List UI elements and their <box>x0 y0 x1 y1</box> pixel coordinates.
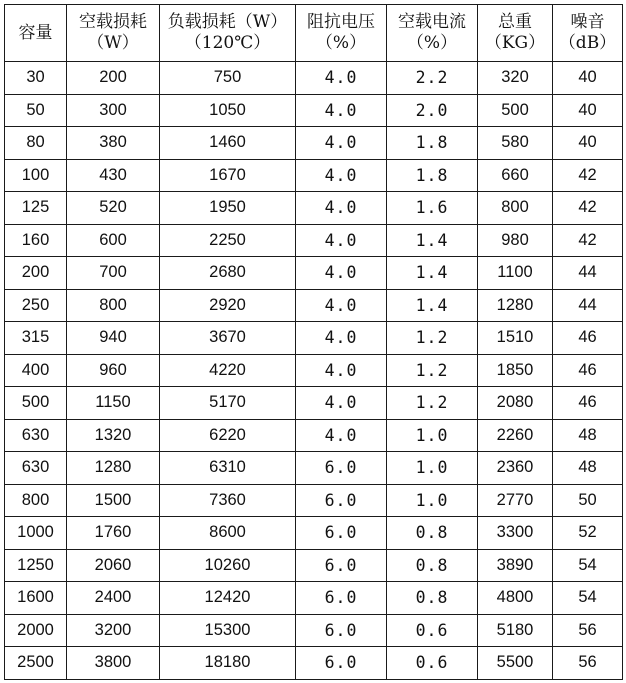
cell-impedance-voltage: 6.0 <box>296 614 387 647</box>
cell-no-load-loss: 960 <box>67 354 160 387</box>
cell-load-loss: 1460 <box>160 127 296 160</box>
table-row <box>5 159 623 192</box>
cell-capacity: 125 <box>5 192 67 225</box>
cell-impedance-voltage: 6.0 <box>296 549 387 582</box>
table-body <box>5 62 623 680</box>
cell-load-loss: 5170 <box>160 387 296 420</box>
cell-impedance-voltage: 4.0 <box>296 289 387 322</box>
cell-no-load-current: 1.0 <box>387 484 478 517</box>
header-noise-unit: （dB） <box>558 33 617 53</box>
header-impedance-voltage-unit: （%） <box>315 33 367 53</box>
cell-no-load-loss: 1150 <box>67 387 160 420</box>
header-impedance-voltage <box>296 5 387 62</box>
cell-load-loss: 2920 <box>160 289 296 322</box>
header-no-load-current <box>387 5 478 62</box>
header-no-load-loss-label: 空载损耗 <box>79 12 147 32</box>
cell-no-load-current: 1.4 <box>387 257 478 290</box>
cell-noise: 42 <box>553 159 623 192</box>
header-no-load-loss-unit: （W） <box>87 33 139 53</box>
cell-load-loss: 6310 <box>160 452 296 485</box>
cell-total-weight: 2080 <box>478 387 553 420</box>
cell-capacity: 630 <box>5 452 67 485</box>
cell-total-weight: 800 <box>478 192 553 225</box>
cell-no-load-current: 0.6 <box>387 647 478 680</box>
header-load-loss <box>160 5 296 62</box>
cell-noise: 54 <box>553 549 623 582</box>
cell-noise: 42 <box>553 192 623 225</box>
cell-load-loss: 4220 <box>160 354 296 387</box>
cell-noise: 48 <box>553 419 623 452</box>
header-no-load-loss <box>67 5 160 62</box>
cell-noise: 40 <box>553 94 623 127</box>
header-capacity-label: 容量 <box>18 22 53 43</box>
header-noise <box>553 5 623 62</box>
table-row <box>5 192 623 225</box>
cell-no-load-loss: 800 <box>67 289 160 322</box>
cell-no-load-current: 0.8 <box>387 549 478 582</box>
table-row <box>5 322 623 355</box>
cell-noise: 50 <box>553 484 623 517</box>
cell-total-weight: 1850 <box>478 354 553 387</box>
table-row <box>5 257 623 290</box>
cell-noise: 56 <box>553 614 623 647</box>
cell-no-load-current: 1.2 <box>387 387 478 420</box>
table-row <box>5 387 623 420</box>
header-no-load-current-unit: （%） <box>406 33 458 53</box>
cell-no-load-current: 1.4 <box>387 224 478 257</box>
cell-total-weight: 1510 <box>478 322 553 355</box>
table-row <box>5 549 623 582</box>
cell-impedance-voltage: 6.0 <box>296 484 387 517</box>
cell-noise: 56 <box>553 647 623 680</box>
cell-total-weight: 500 <box>478 94 553 127</box>
cell-capacity: 100 <box>5 159 67 192</box>
cell-capacity: 500 <box>5 387 67 420</box>
header-impedance-voltage-label: 阻抗电压 <box>307 12 375 32</box>
cell-capacity: 1000 <box>5 517 67 550</box>
cell-no-load-loss: 2400 <box>67 582 160 615</box>
cell-load-loss: 8600 <box>160 517 296 550</box>
table-header <box>5 5 623 62</box>
cell-no-load-current: 0.6 <box>387 614 478 647</box>
header-total-weight <box>478 5 553 62</box>
cell-no-load-current: 1.2 <box>387 354 478 387</box>
cell-total-weight: 3890 <box>478 549 553 582</box>
table-row <box>5 614 623 647</box>
cell-total-weight: 2770 <box>478 484 553 517</box>
cell-impedance-voltage: 4.0 <box>296 257 387 290</box>
cell-noise: 44 <box>553 289 623 322</box>
header-row <box>5 5 623 62</box>
cell-capacity: 400 <box>5 354 67 387</box>
table-row <box>5 354 623 387</box>
cell-impedance-voltage: 4.0 <box>296 354 387 387</box>
cell-total-weight: 1100 <box>478 257 553 290</box>
cell-load-loss: 10260 <box>160 549 296 582</box>
cell-total-weight: 2260 <box>478 419 553 452</box>
header-capacity <box>5 5 67 62</box>
cell-no-load-loss: 940 <box>67 322 160 355</box>
cell-total-weight: 5180 <box>478 614 553 647</box>
spec-table <box>4 4 623 680</box>
cell-noise: 40 <box>553 127 623 160</box>
cell-no-load-loss: 3800 <box>67 647 160 680</box>
cell-no-load-current: 1.8 <box>387 127 478 160</box>
cell-capacity: 50 <box>5 94 67 127</box>
cell-impedance-voltage: 4.0 <box>296 62 387 95</box>
cell-load-loss: 15300 <box>160 614 296 647</box>
cell-load-loss: 3670 <box>160 322 296 355</box>
cell-capacity: 2500 <box>5 647 67 680</box>
cell-capacity: 30 <box>5 62 67 95</box>
cell-total-weight: 3300 <box>478 517 553 550</box>
cell-no-load-current: 2.0 <box>387 94 478 127</box>
cell-no-load-loss: 520 <box>67 192 160 225</box>
table-row <box>5 484 623 517</box>
header-total-weight-label: 总重 <box>498 12 532 32</box>
cell-capacity: 160 <box>5 224 67 257</box>
cell-no-load-loss: 1280 <box>67 452 160 485</box>
header-load-loss-unit: （120℃） <box>184 33 271 53</box>
header-total-weight-unit: （KG） <box>484 33 546 53</box>
cell-no-load-loss: 1320 <box>67 419 160 452</box>
cell-no-load-current: 1.8 <box>387 159 478 192</box>
table-row <box>5 224 623 257</box>
cell-no-load-loss: 1500 <box>67 484 160 517</box>
cell-total-weight: 4800 <box>478 582 553 615</box>
table-row <box>5 419 623 452</box>
cell-no-load-loss: 2060 <box>67 549 160 582</box>
cell-load-loss: 6220 <box>160 419 296 452</box>
cell-noise: 42 <box>553 224 623 257</box>
cell-load-loss: 2250 <box>160 224 296 257</box>
table-row <box>5 517 623 550</box>
cell-noise: 40 <box>553 62 623 95</box>
cell-no-load-loss: 430 <box>67 159 160 192</box>
cell-impedance-voltage: 4.0 <box>296 387 387 420</box>
cell-capacity: 1250 <box>5 549 67 582</box>
cell-no-load-loss: 380 <box>67 127 160 160</box>
cell-load-loss: 750 <box>160 62 296 95</box>
cell-no-load-current: 2.2 <box>387 62 478 95</box>
cell-noise: 46 <box>553 354 623 387</box>
cell-no-load-current: 1.4 <box>387 289 478 322</box>
header-load-loss-label: 负载损耗（W） <box>167 12 288 32</box>
cell-no-load-loss: 700 <box>67 257 160 290</box>
cell-impedance-voltage: 6.0 <box>296 582 387 615</box>
cell-no-load-current: 1.6 <box>387 192 478 225</box>
cell-noise: 46 <box>553 322 623 355</box>
cell-load-loss: 1950 <box>160 192 296 225</box>
cell-load-loss: 7360 <box>160 484 296 517</box>
cell-total-weight: 580 <box>478 127 553 160</box>
cell-impedance-voltage: 4.0 <box>296 94 387 127</box>
cell-no-load-loss: 300 <box>67 94 160 127</box>
cell-noise: 54 <box>553 582 623 615</box>
cell-capacity: 800 <box>5 484 67 517</box>
cell-no-load-current: 0.8 <box>387 582 478 615</box>
cell-capacity: 1600 <box>5 582 67 615</box>
cell-no-load-loss: 200 <box>67 62 160 95</box>
cell-impedance-voltage: 4.0 <box>296 322 387 355</box>
table-row <box>5 582 623 615</box>
cell-load-loss: 1670 <box>160 159 296 192</box>
cell-total-weight: 660 <box>478 159 553 192</box>
cell-impedance-voltage: 6.0 <box>296 517 387 550</box>
cell-no-load-current: 1.0 <box>387 419 478 452</box>
cell-no-load-loss: 3200 <box>67 614 160 647</box>
cell-load-loss: 12420 <box>160 582 296 615</box>
cell-impedance-voltage: 6.0 <box>296 452 387 485</box>
cell-impedance-voltage: 6.0 <box>296 647 387 680</box>
header-noise-label: 噪音 <box>570 12 605 32</box>
cell-capacity: 315 <box>5 322 67 355</box>
cell-no-load-current: 0.8 <box>387 517 478 550</box>
cell-impedance-voltage: 4.0 <box>296 224 387 257</box>
cell-capacity: 630 <box>5 419 67 452</box>
table-row <box>5 289 623 322</box>
cell-impedance-voltage: 4.0 <box>296 127 387 160</box>
cell-load-loss: 2680 <box>160 257 296 290</box>
cell-no-load-current: 1.0 <box>387 452 478 485</box>
cell-total-weight: 980 <box>478 224 553 257</box>
cell-impedance-voltage: 4.0 <box>296 159 387 192</box>
table-row <box>5 452 623 485</box>
cell-no-load-current: 1.2 <box>387 322 478 355</box>
cell-total-weight: 320 <box>478 62 553 95</box>
table-row <box>5 62 623 95</box>
cell-load-loss: 1050 <box>160 94 296 127</box>
cell-no-load-loss: 1760 <box>67 517 160 550</box>
cell-capacity: 2000 <box>5 614 67 647</box>
cell-noise: 46 <box>553 387 623 420</box>
cell-capacity: 250 <box>5 289 67 322</box>
cell-noise: 52 <box>553 517 623 550</box>
table-row <box>5 127 623 160</box>
cell-total-weight: 5500 <box>478 647 553 680</box>
cell-capacity: 80 <box>5 127 67 160</box>
cell-noise: 44 <box>553 257 623 290</box>
cell-impedance-voltage: 4.0 <box>296 419 387 452</box>
cell-capacity: 200 <box>5 257 67 290</box>
cell-noise: 48 <box>553 452 623 485</box>
header-no-load-current-label: 空载电流 <box>398 12 466 32</box>
cell-load-loss: 18180 <box>160 647 296 680</box>
cell-impedance-voltage: 4.0 <box>296 192 387 225</box>
table-row <box>5 647 623 680</box>
cell-total-weight: 1280 <box>478 289 553 322</box>
cell-no-load-loss: 600 <box>67 224 160 257</box>
table-row <box>5 94 623 127</box>
cell-total-weight: 2360 <box>478 452 553 485</box>
